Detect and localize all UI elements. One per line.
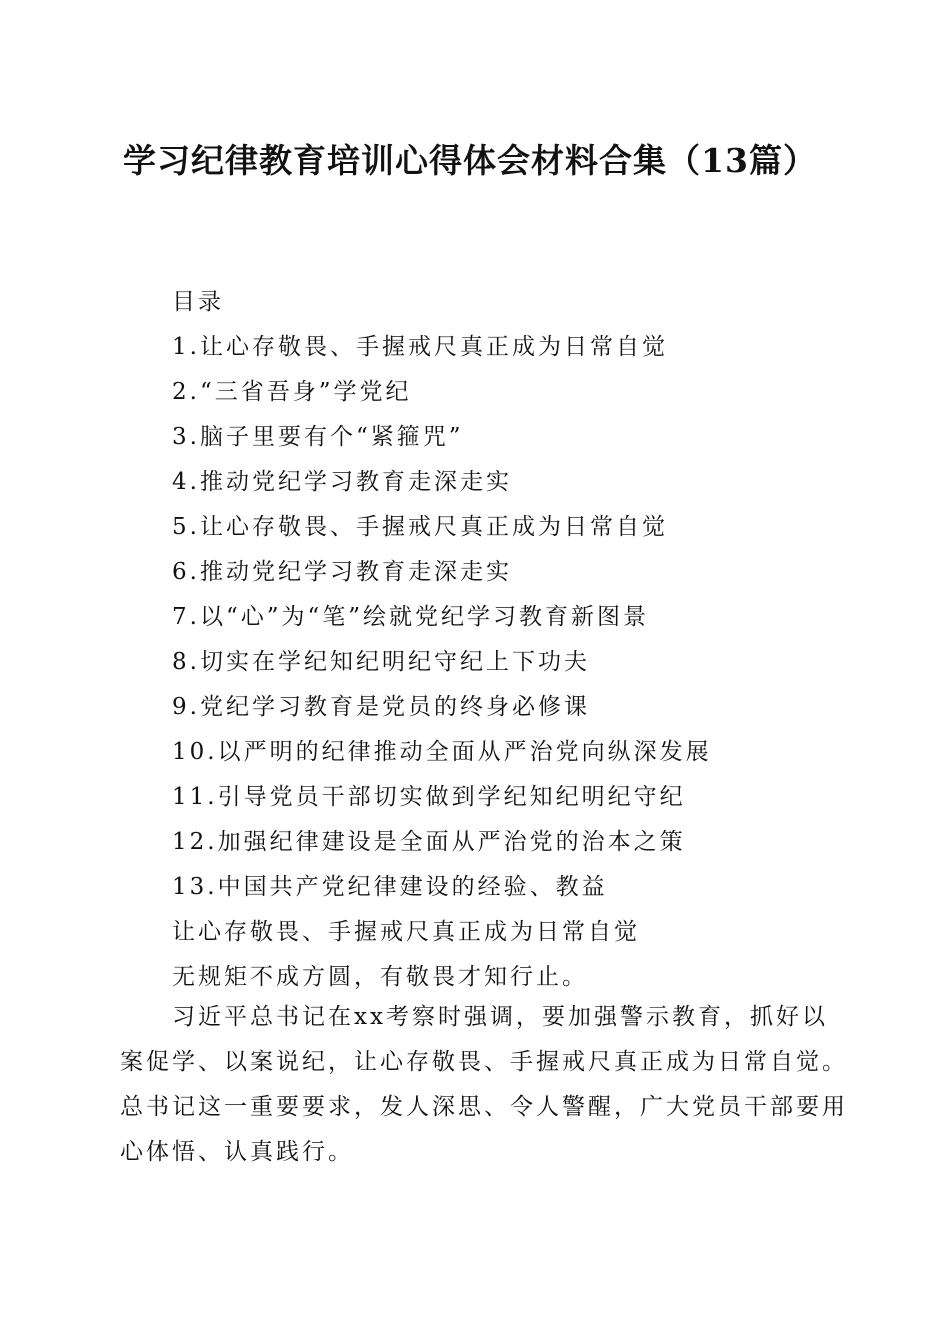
toc-item: 7.以“心”为“笔”绘就党纪学习教育新图景	[172, 604, 649, 630]
toc-item: 3.脑子里要有个“紧箍咒”	[172, 424, 464, 450]
toc-item: 13.中国共产党纪律建设的经验、教益	[172, 874, 608, 900]
toc-item: 2.“三省吾身”学党纪	[172, 379, 412, 405]
toc-item: 1.让心存敬畏、手握戒尺真正成为日常自觉	[172, 334, 668, 360]
table-of-contents	[172, 280, 872, 1000]
article-title: 让心存敬畏、手握戒尺真正成为日常自觉	[172, 919, 640, 945]
toc-item: 10.以严明的纪律推动全面从严治党向纵深发展	[172, 739, 712, 765]
toc-item: 8.切实在学纪知纪明纪守纪上下功夫	[172, 649, 590, 675]
toc-item: 6.推动党纪学习教育走深走实	[172, 559, 512, 585]
document-title: 学习纪律教育培训心得体会材料合集（13篇）	[123, 141, 817, 180]
toc-item: 11.引导党员干部切实做到学纪知纪明纪守纪	[172, 784, 686, 810]
toc-item: 4.推动党纪学习教育走深走实	[172, 469, 512, 495]
article-lead: 无规矩不成方圆，有敬畏才知行止。	[172, 964, 588, 990]
toc-item: 9.党纪学习教育是党员的终身必修课	[172, 694, 590, 720]
toc-item: 5.让心存敬畏、手握戒尺真正成为日常自觉	[172, 514, 668, 540]
article-body	[120, 995, 850, 1175]
toc-item: 12.加强纪律建设是全面从严治党的治本之策	[172, 829, 686, 855]
article-paragraph: 习近平总书记在xx考察时强调，要加强警示教育，抓好以案促学、以案说纪，让心存敬畏、手握戒尺真正成为日常自觉。总书记这一重要要求，发人深思、令人警醒，广大党员干部要用心体悟、认真践行。	[120, 1004, 848, 1165]
toc-heading: 目录	[172, 289, 224, 315]
